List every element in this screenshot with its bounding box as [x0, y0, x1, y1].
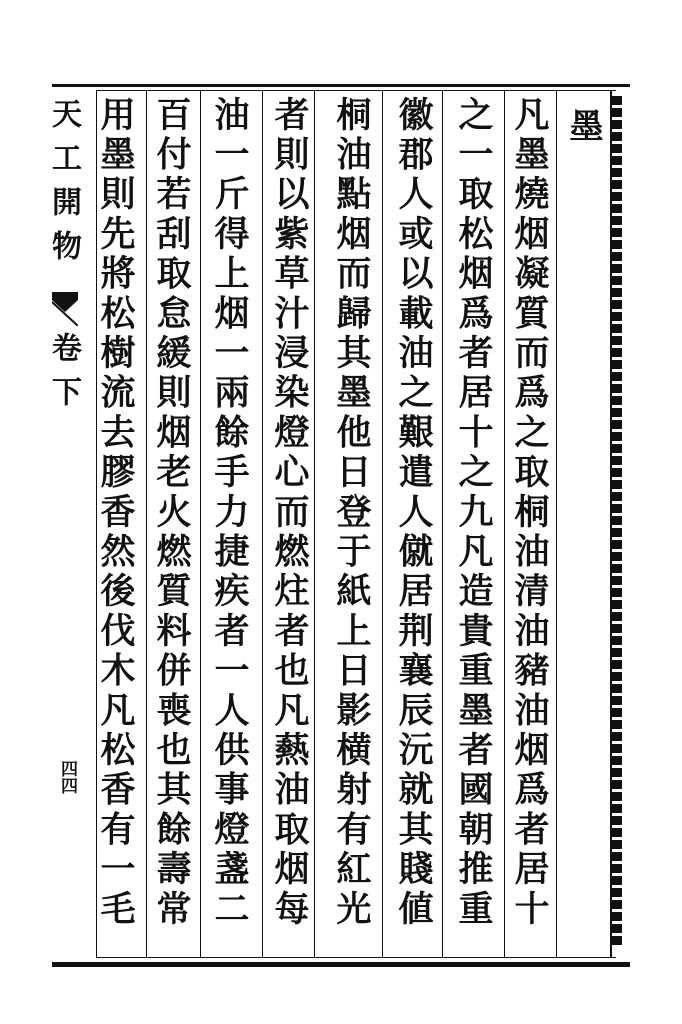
text-column-3: 徽郡人或以載油之艱遣人僦居荆襄辰沅就其賤値: [393, 96, 434, 930]
folio-number: 四四: [57, 760, 77, 794]
right-border: [612, 96, 622, 946]
column-divider: [314, 90, 315, 958]
column-divider: [442, 90, 443, 958]
column-divider: [262, 90, 263, 958]
top-border-inner: [96, 90, 616, 91]
fishtail-mark: [52, 292, 78, 326]
section-heading: 墨: [563, 108, 603, 142]
text-column-6: 油一斤得上烟一兩餘手力捷疾者一人供事燈盞二: [209, 96, 250, 930]
text-column-1: 凡墨燒烟凝質而爲之取桐油清油豬油烟爲者居十: [509, 96, 550, 930]
right-border-inner: [610, 90, 612, 958]
top-border: [52, 84, 630, 87]
text-column-7: 百付若刮取怠緩則烟老火燃質料併喪也其餘壽常: [151, 96, 192, 930]
column-divider: [556, 90, 557, 958]
bottom-border-inner: [96, 957, 616, 958]
text-column-2: 之一取松烟爲者居十之九凡造貴重墨者國朝推重: [453, 96, 494, 930]
text-column-5: 者則以紫草汁浸染燈心而燃炷者也凡爇油取烟每: [269, 96, 310, 930]
column-divider: [200, 90, 201, 958]
bottom-border: [52, 962, 630, 967]
text-column-4: 桐油點烟而歸其墨他日登于紙上日影横射有紅光: [331, 96, 372, 930]
column-divider: [504, 90, 505, 958]
text-column-8: 用墨則先將松樹流去膠香然後伐木凡松香有一毛: [95, 96, 136, 930]
column-divider: [382, 90, 383, 958]
book-title: 天工開物: [46, 98, 81, 274]
volume-label: 卷下: [46, 332, 81, 420]
column-divider: [146, 90, 147, 958]
